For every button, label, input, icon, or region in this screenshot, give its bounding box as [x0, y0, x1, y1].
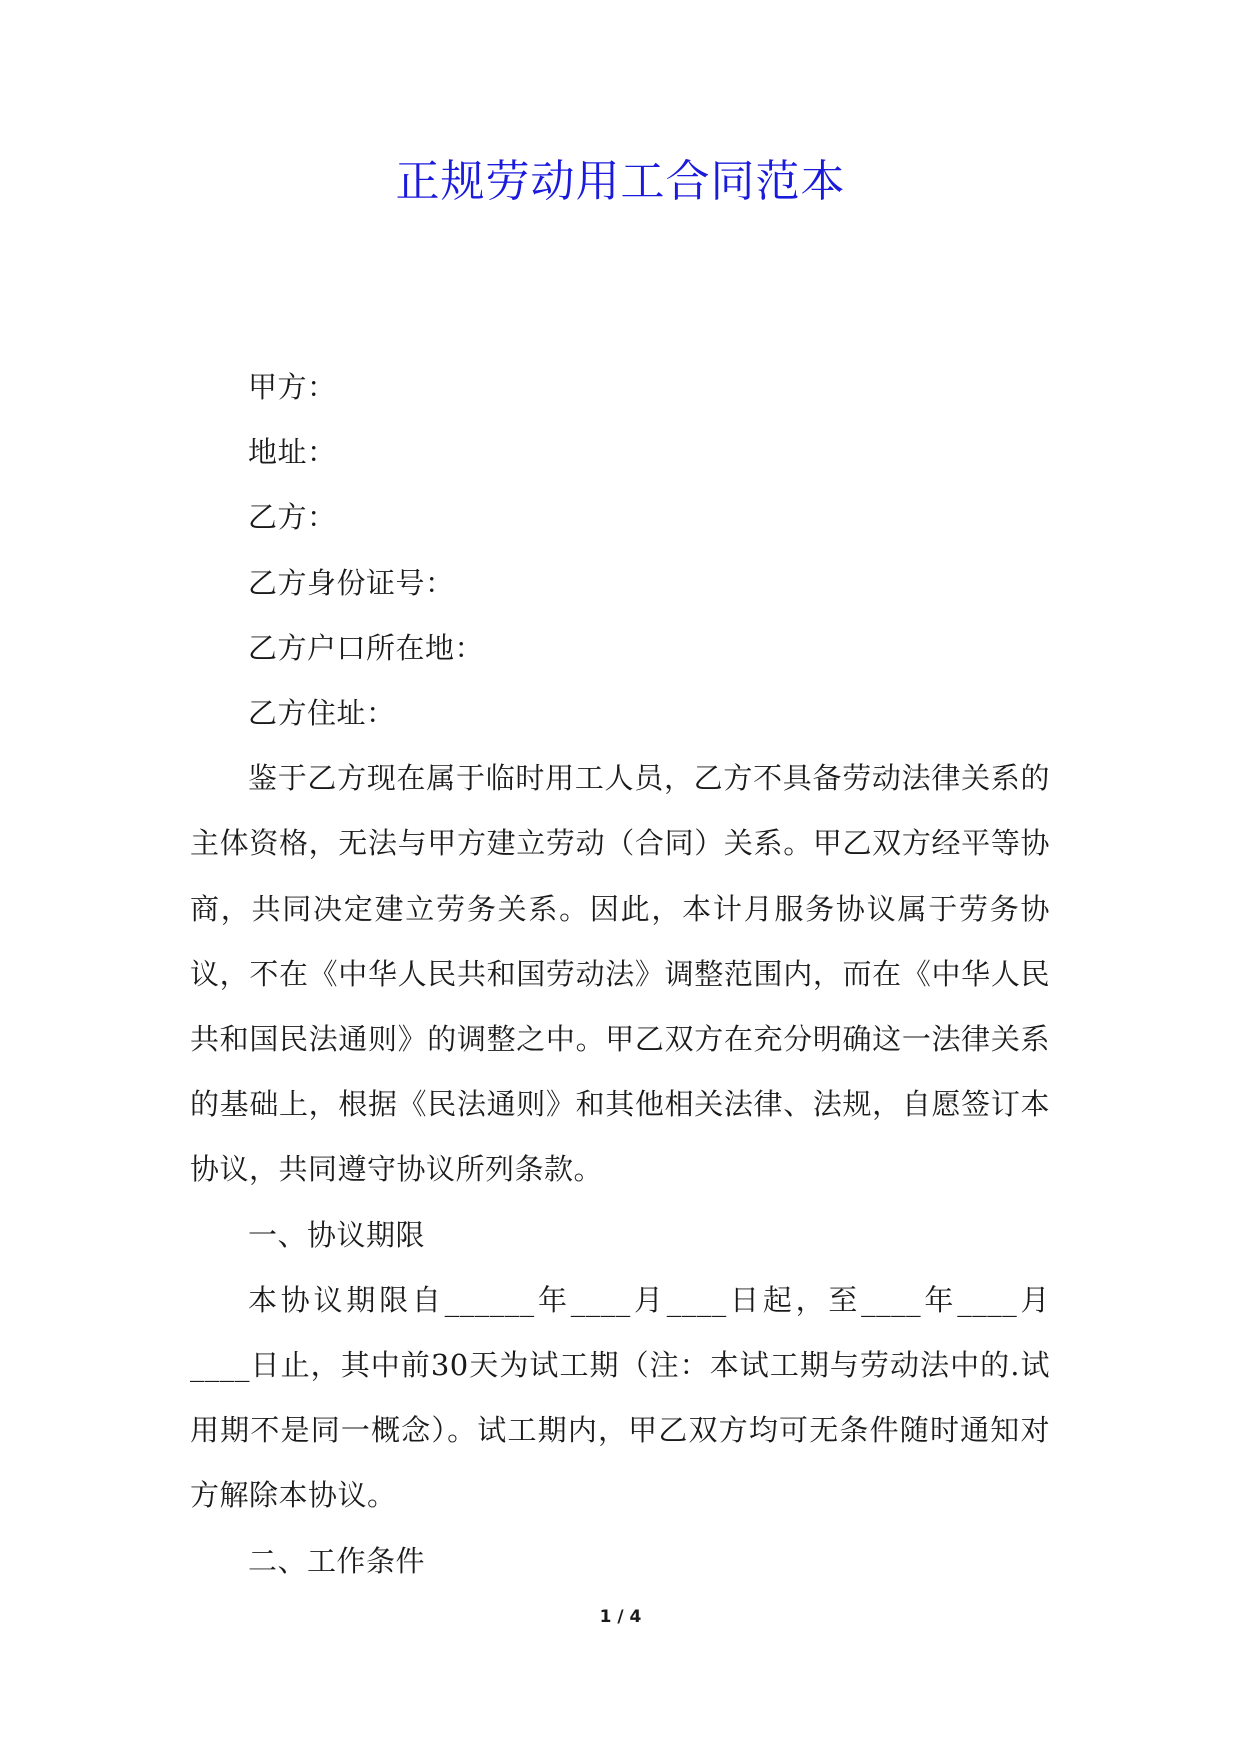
section-heading-conditions: 二、工作条件: [248, 1543, 426, 1578]
preamble-paragraph: 鉴于乙方现在属于临时用工人员，乙方不具备劳动法律关系的主体资格，无法与甲方建立劳动（合同）关系。甲乙双方经平等协商，共同决定建立劳务关系。因此，本计月服务协议属于劳务协议，不在《中华人民共和国劳动法》调整范围内，而在《中华人民共和国民法通则》的调整之中。甲乙双方在充分明确这一法律关系的基础上，根据《民法通则》和其他相关法律、法规，自愿签订本协议，共同遵守协议所列条款。: [190, 761, 1050, 1187]
party-b-hukou-line: 乙方户口所在地：: [248, 630, 485, 665]
section-heading-term: 一、协议期限: [248, 1217, 426, 1252]
document-body: [190, 355, 1050, 1594]
party-b-residence-line: 乙方住址：: [248, 696, 396, 731]
party-b-id-line: 乙方身份证号：: [248, 565, 455, 600]
term-paragraph: 本协议期限自______年____月____日起，至____年____月____日止，其中前30天为试工期（注：本试工期与劳动法中的.试用期不是同一概念）。试工期内，甲乙双方均可无条件随时通知对方解除本协议。: [190, 1282, 1050, 1513]
address-line: 地址：: [248, 435, 337, 470]
page-number: 1 / 4: [599, 1607, 642, 1627]
party-a-line: 甲方：: [248, 370, 337, 404]
party-b-line: 乙方：: [248, 500, 337, 535]
document-title: 正规劳动用工合同范本: [395, 156, 846, 207]
